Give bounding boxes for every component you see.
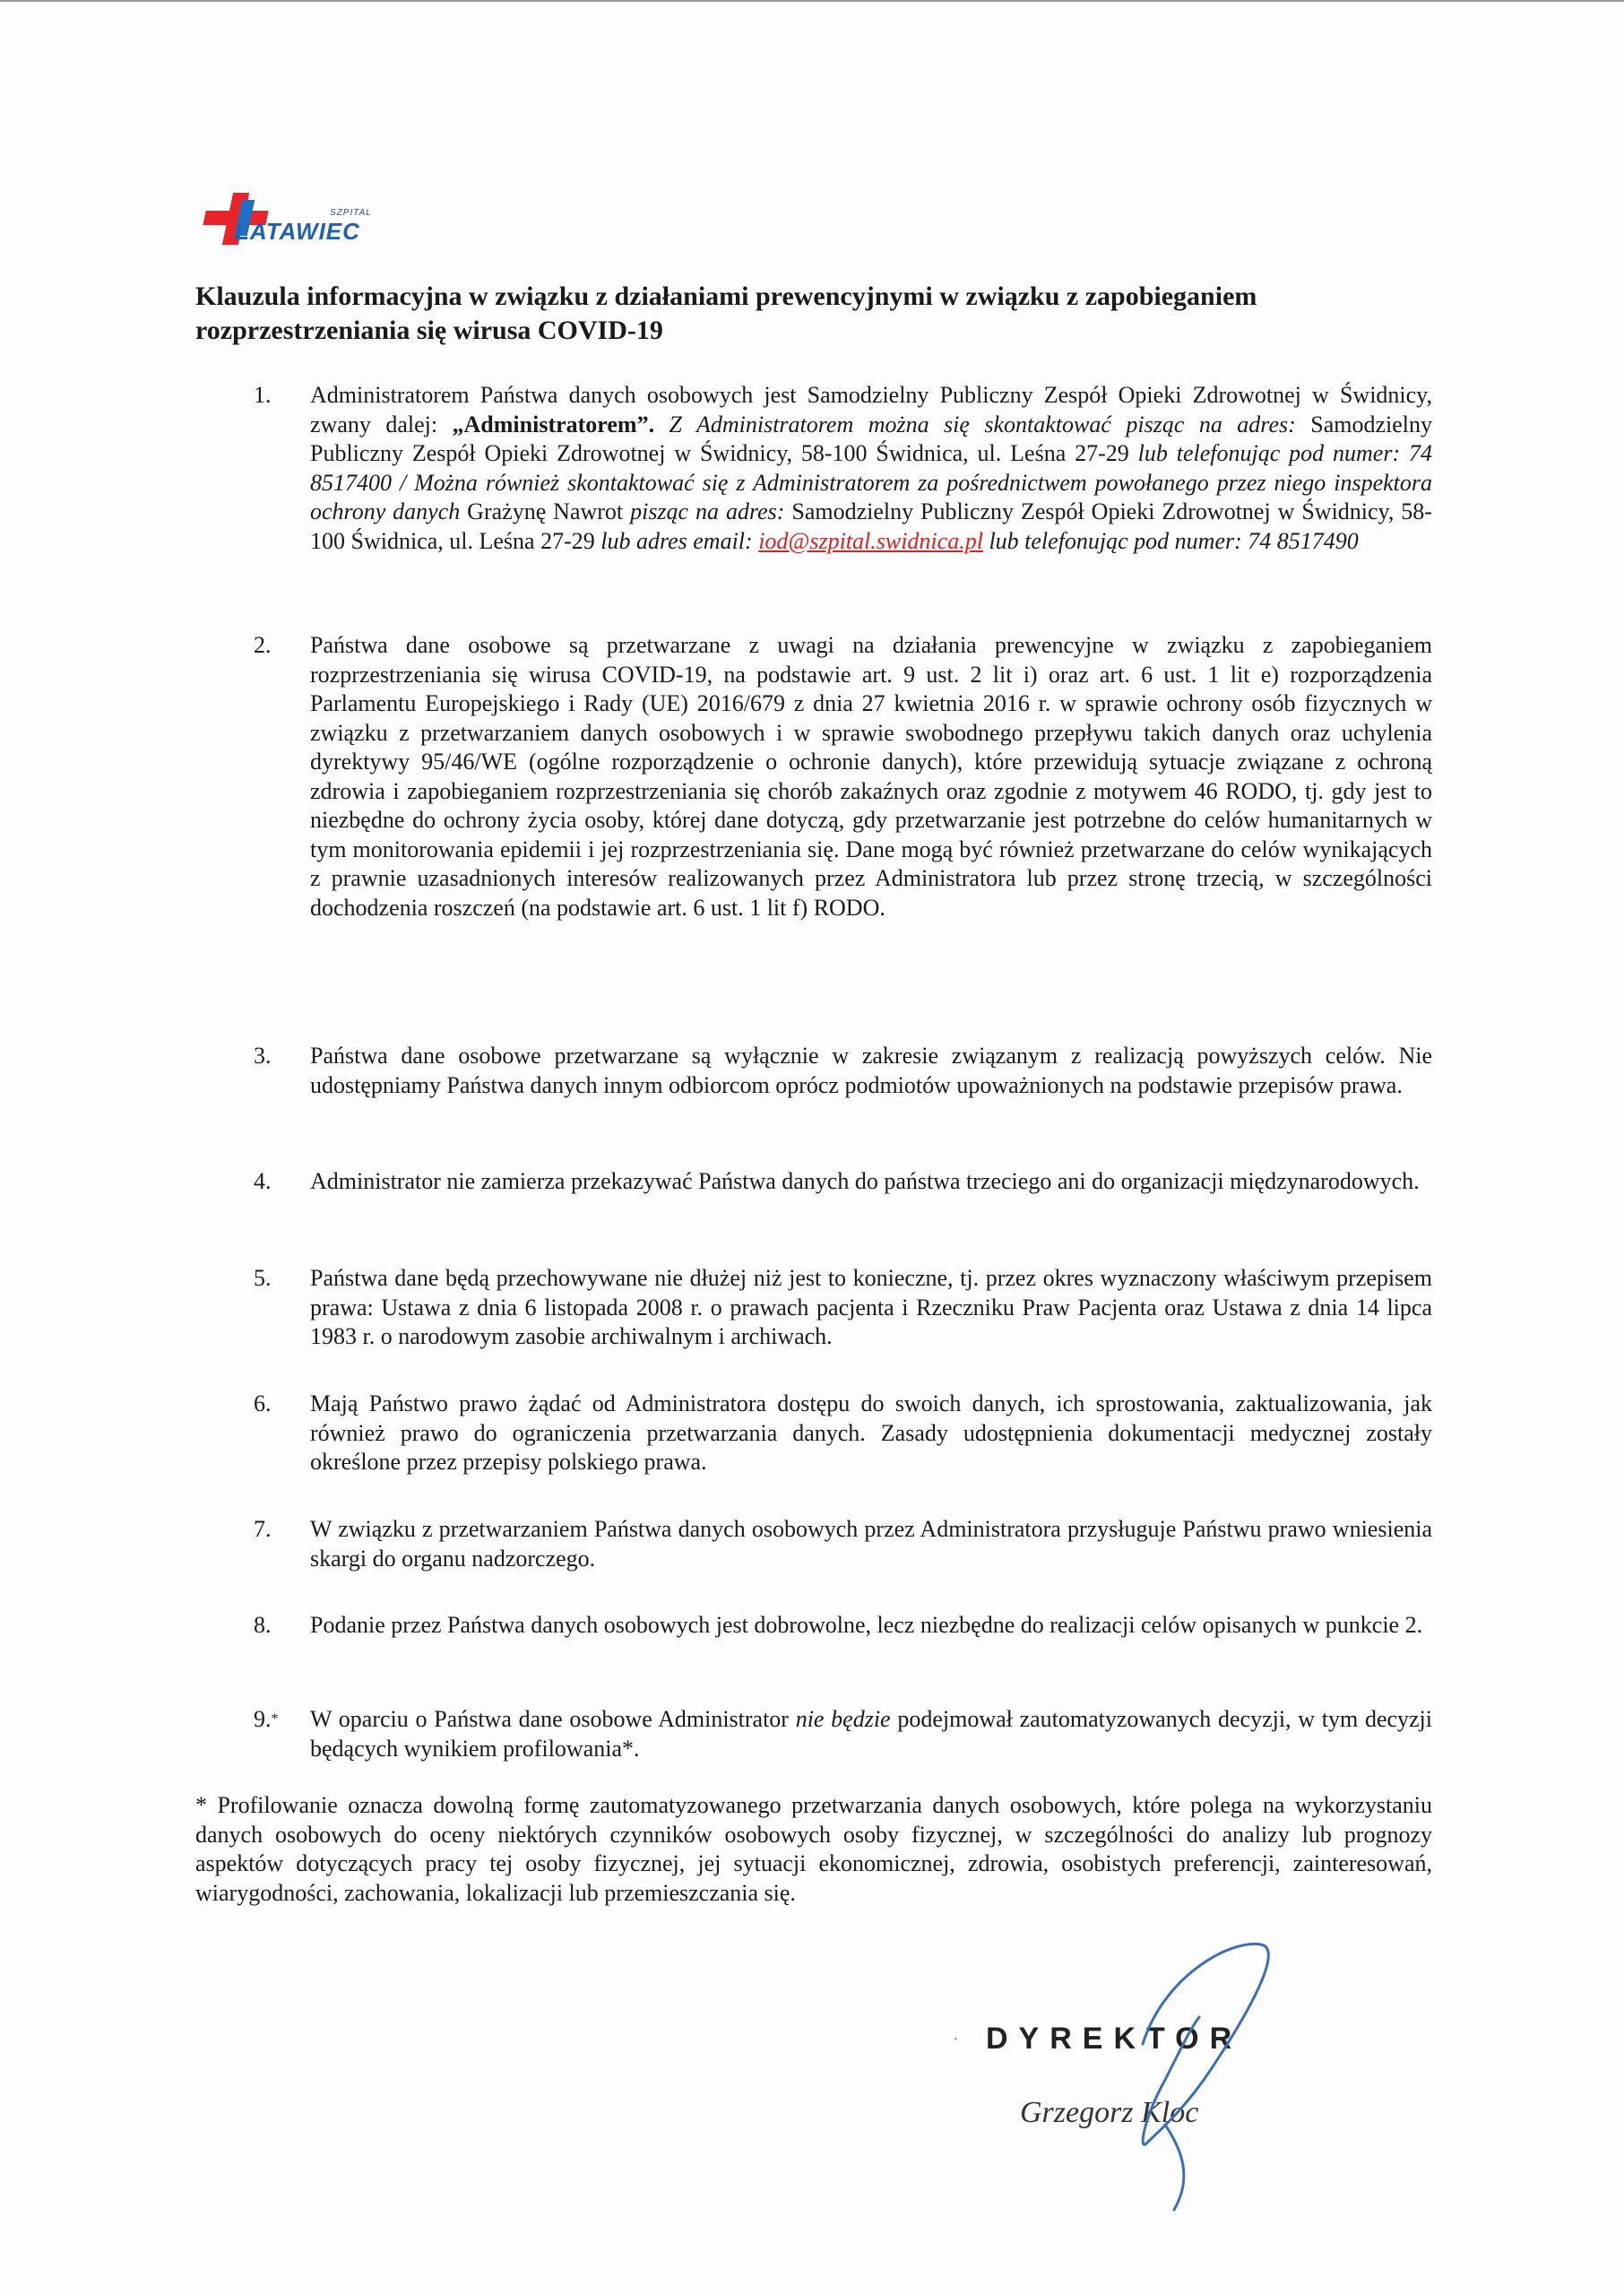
email-link[interactable]: iod@szpital.swidnica.pl <box>758 527 983 554</box>
bold-text: „Administratorem”. <box>452 411 655 437</box>
logo-name-text: LATAWIEC <box>235 218 360 245</box>
item-number: 5. <box>254 1265 272 1291</box>
italic-text: Z Administratorem można się skontaktować pisząc na adres: <box>654 411 1296 437</box>
italic-text: lub adres email: <box>600 527 759 554</box>
list-item-4 <box>195 1167 1432 1197</box>
item-body: Państwa dane osobowe są przetwarzane z uwagi na działania prewencyjne w związku z zapobieganiem rozprzestrzeniania się wirusa COVID-19, na podstawie art. 9 ust. 2 lit i) oraz art. 6 ust. 1 lit e) rozporządzenia Parlamentu Europejskiego i Rady (UE) 2016/679 z dnia 27 kwietnia 2016 r. w sprawie ochrony osób fizycznych w związku z przetwarzaniem danych osobowych i w sprawie swobodnego przepływu takich danych oraz uchylenia dyrektywy 95/46/WE (ogólne rozporządzenie o ochronie danych), które przewidują sytuacje związane z ochroną zdrowia i zapobieganiem rozprzestrzeniania się chorób zakaźnych oraz zgodnie z motywem 46 RODO, tj. gdy jest to niezbędne do ochrony życia osoby, której dane dotyczą, gdy przetwarzanie jest potrzebne do celów humanitarnych w tym monitorowania epidemii i jej rozprzestrzeniania się. Dane mogą być również przetwarzane do celów wynikających z prawnie uzasadnionych interesów realizowanych przez Administratora lub przez stronę trzecią, w szczególności dochodzenia roszczeń (na podstawie art. 6 ust. 1 lit f) RODO. <box>310 632 1432 921</box>
item-number: 6. <box>254 1390 272 1416</box>
hospital-logo <box>195 193 370 251</box>
text-run: Samodzielny Publiczny Zespół Opieki Zdrowotnej w Świdnicy, 58-100 Świdnica, ul. Leśna 27-29 <box>310 498 1432 554</box>
text-run: Administratorem Państwa danych osobowych jest Samodzielny Publiczny Zespół Opieki Zdrowotnej w Świdnicy, zwany dalej: <box>310 382 1432 437</box>
list-item-6 <box>195 1390 1432 1477</box>
item-body: Państwa dane będą przechowywane nie dłużej niż jest to konieczne, tj. przez okres wyznaczony właściwym przepisem prawa: Ustawa z dnia 6 listopada 2008 r. o prawach pacjenta i Rzeczniku Praw Pacjenta oraz Ustawa z dnia 14 lipca 1983 r. o narodowym zasobie archiwalnym i archiwach. <box>310 1265 1432 1349</box>
item-number: 2. <box>254 632 272 658</box>
list-item-5 <box>195 1264 1432 1352</box>
item-star: * <box>271 1711 279 1727</box>
page-top-edge <box>0 0 1624 2</box>
director-name: Grzegorz Kloc <box>1020 2096 1199 2129</box>
logo-top-text: SZPITAL <box>330 208 372 218</box>
item-body <box>310 1705 1432 1763</box>
item-number: 4. <box>254 1168 272 1194</box>
item-body <box>310 381 1432 556</box>
item-number: 8. <box>254 1612 272 1638</box>
item-number: 3. <box>254 1043 272 1069</box>
text-run: Samodzielny Publiczny Zespół Opieki Zdrowotnej w Świdnicy, 58-100 Świdnica, ul. Leśna 27-29 <box>310 411 1432 466</box>
document-title: Klauzula informacyjna w związku z działaniami prewencyjnymi w związku z zapobieganiem rozprzestrzeniania się wirusa COVID-19 <box>195 281 1257 345</box>
item-body: Podanie przez Państwa danych osobowych jest dobrowolne, lecz niezbędne do realizacji celów opisanych w punkcie 2. <box>310 1612 1423 1638</box>
list-item-1 <box>195 381 1432 556</box>
list-item-2 <box>195 631 1432 922</box>
italic-text: lub telefonując pod numer: 74 8517490 <box>982 527 1359 554</box>
item-body: Państwa dane osobowe przetwarzane są wyłącznie w zakresie związanym z realizacją powyższych celów. Nie udostępniamy Państwa danych innym odbiorcom oprócz podmiotów upoważnionych na podstawie przepisów prawa. <box>310 1043 1432 1098</box>
footnote-profiling: * Profilowanie oznacza dowolną formę zautomatyzowanego przetwarzania danych osobowych, które polega na wykorzystaniu danych osobowych do oceny niektórych czynników osobowych osoby fizycznej, w szczególności do analizy lub prognozy aspektów dotyczących pracy tej osoby fizycznej, jej sytuacji ekonomicznej, zdrowia, osobistych preferencji, zainteresowań, wiarygodności, zachowania, lokalizacji lub przemieszczania się. <box>195 1792 1432 1906</box>
signature-dot: · <box>954 2033 958 2047</box>
item-number: 7. <box>254 1516 272 1542</box>
italic-text: pisząc na adres: <box>630 498 785 524</box>
item-body: Mają Państwo prawo żądać od Administratora dostępu do swoich danych, ich sprostowania, zaktualizowania, jak również prawo do ograniczenia przetwarzania danych. Zasady udostępnienia dokumentacji medycznej zostały określone przez przepisy polskiego prawa. <box>310 1390 1432 1475</box>
italic-text: nie będzie <box>795 1706 891 1732</box>
handwritten-signature <box>1058 1918 1282 2214</box>
list-item-9 <box>195 1705 1432 1763</box>
item-number: 1. <box>254 382 272 408</box>
italic-text: lub telefonując pod numer: 74 8517400 / Można również skontaktować się z Administratorem za pośrednictwem powołanego przez niego inspektora ochrony danych <box>310 440 1432 524</box>
text-run: podejmował zautomatyzowanych decyzji, w tym decyzji będących wynikiem profilowania*. <box>310 1706 1433 1762</box>
item-number <box>254 1705 279 1735</box>
list-item-7 <box>195 1515 1432 1573</box>
list-item-3 <box>195 1042 1432 1100</box>
text-run: Grażynę Nawrot <box>460 498 631 524</box>
list-item-8 <box>195 1611 1432 1641</box>
item-body: W związku z przetwarzaniem Państwa danych osobowych przez Administratora przysługuje Państwu prawo wniesienia skargi do organu nadzorczego. <box>310 1516 1432 1572</box>
item-body: Administrator nie zamierza przekazywać Państwa danych do państwa trzeciego ani do organizacji międzynarodowych. <box>310 1168 1420 1194</box>
director-stamp: DYREKTOR <box>986 2022 1243 2056</box>
text-run: W oparciu o Państwa dane osobowe Administrator <box>310 1706 796 1732</box>
item-number-text: 9. <box>254 1706 272 1732</box>
